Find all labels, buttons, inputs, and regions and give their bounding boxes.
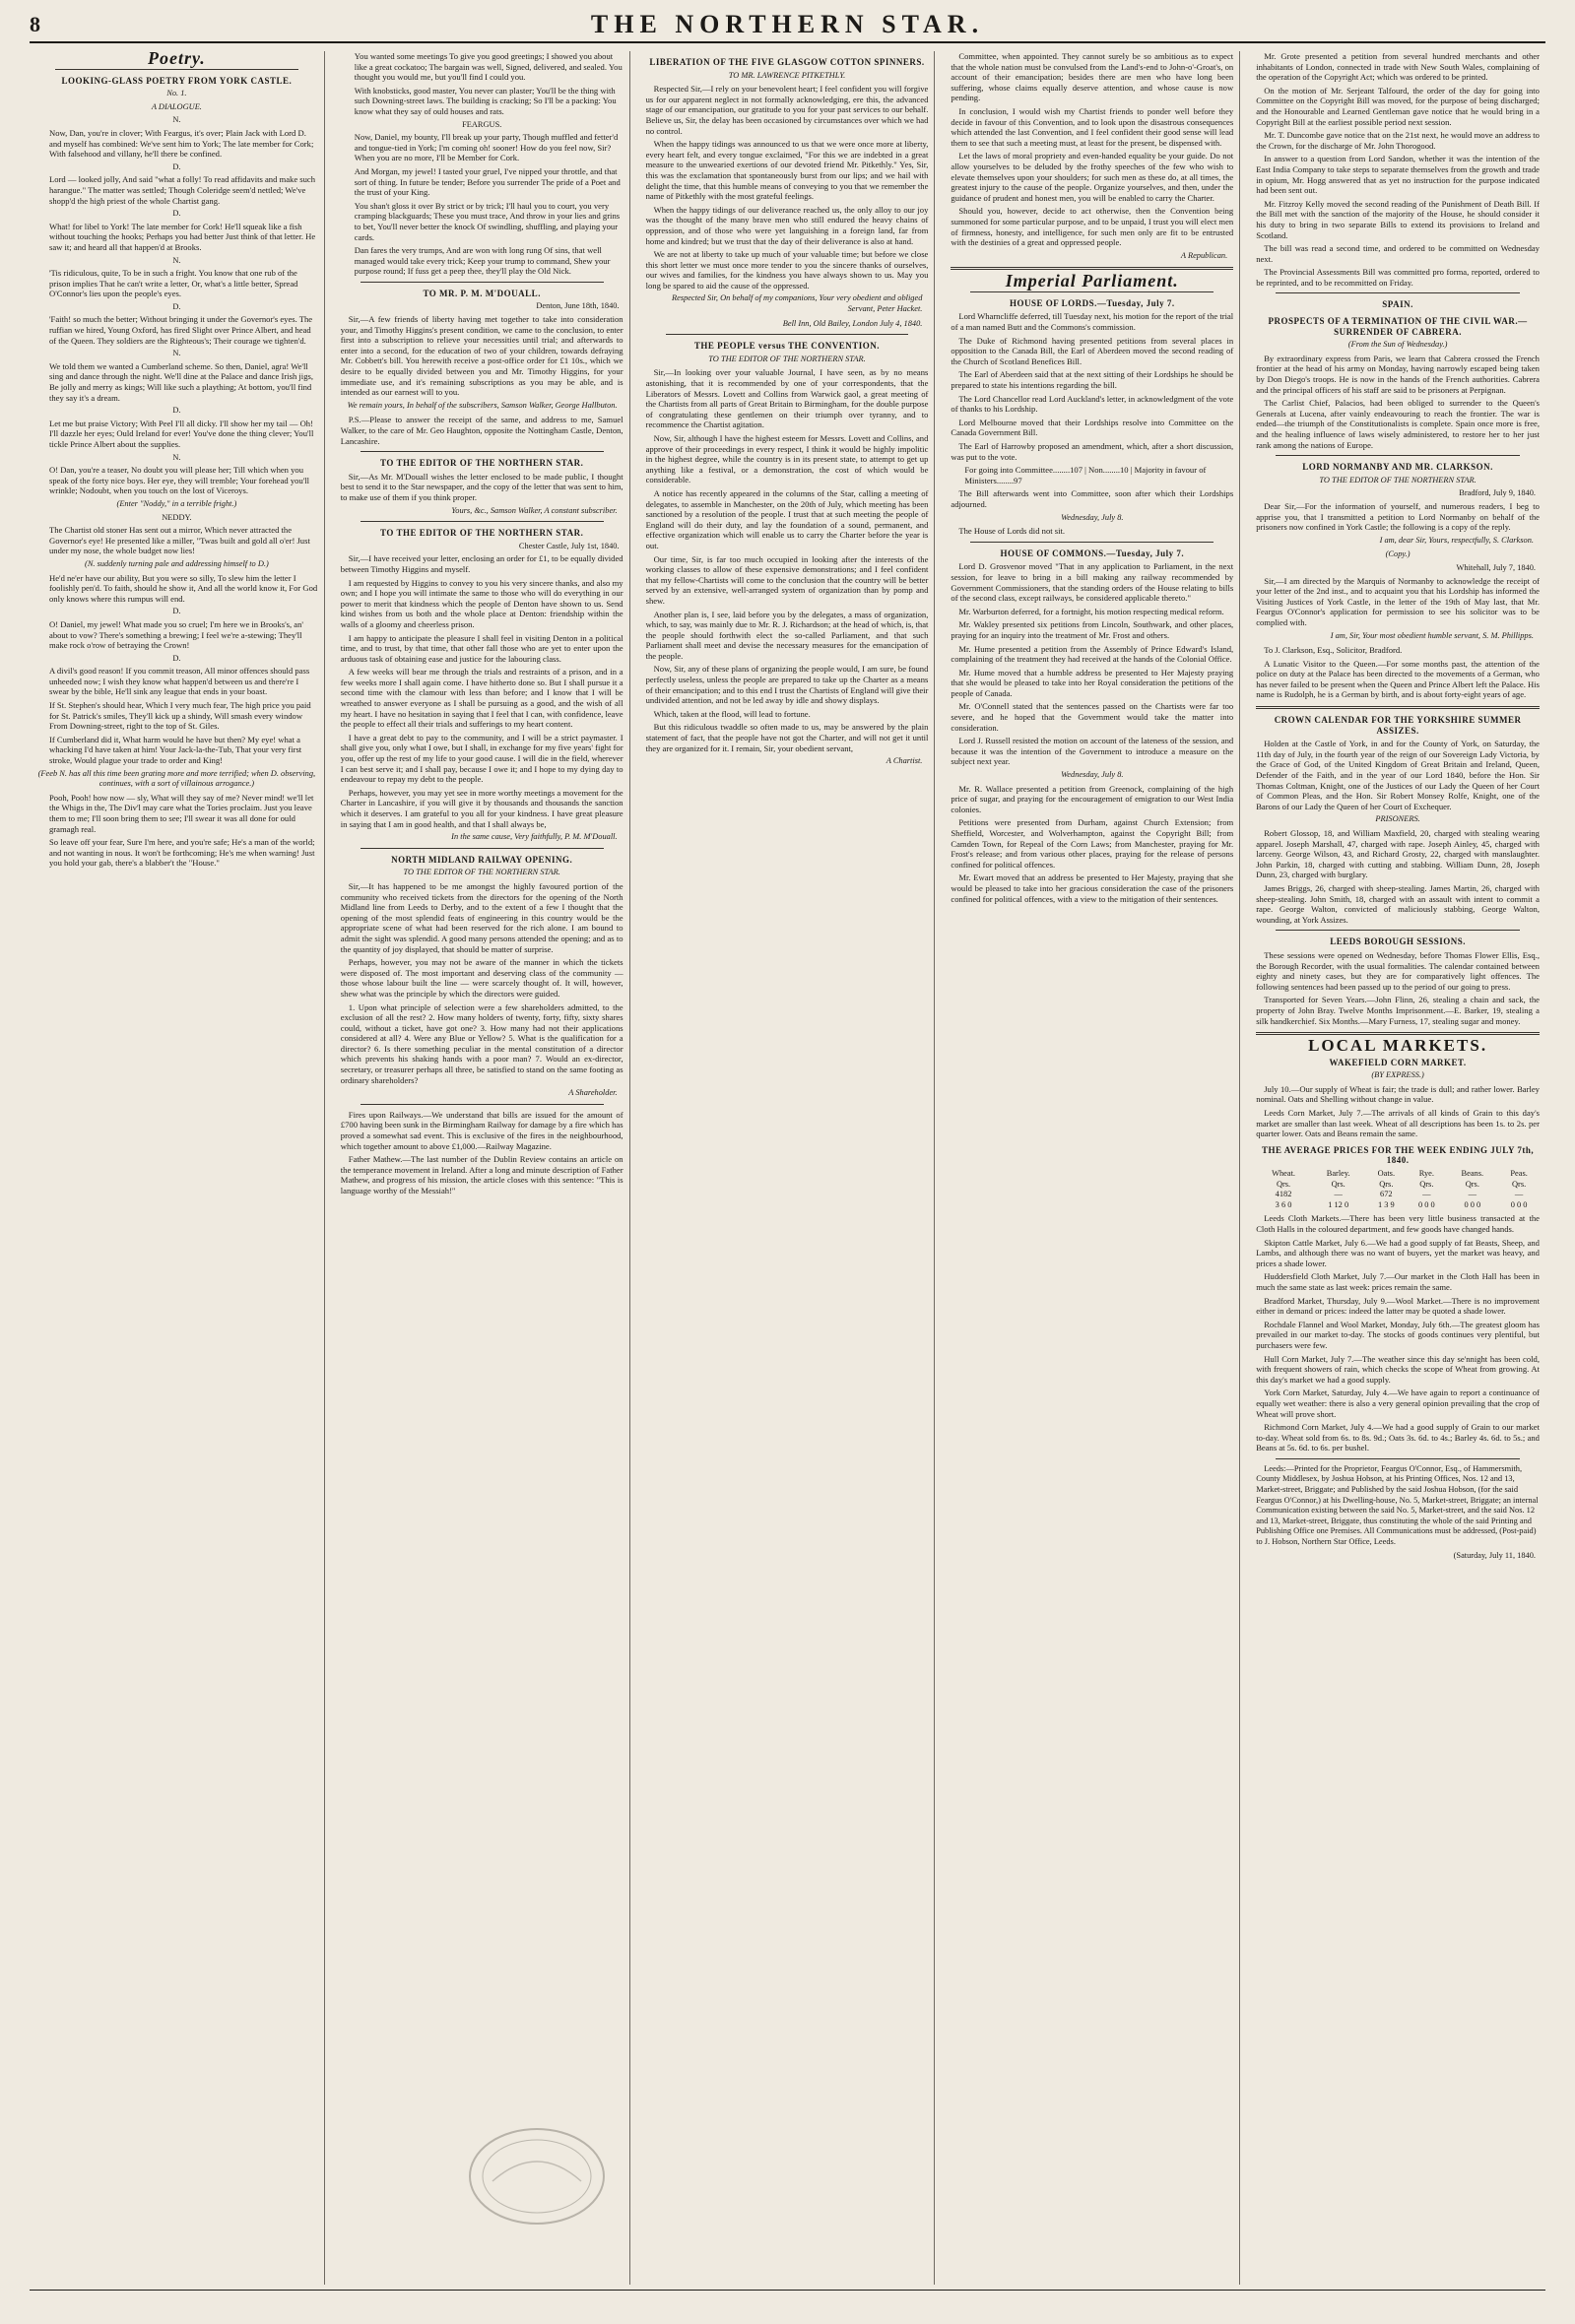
paragraph: Now, Sir, although I have the highest esteem for Messrs. Lovett and Collins, and approve of their proceedings in every respect, I think it would be highly impolitic in the highest degree, while the country is in its present state, to attempt to get up anything like a festival, or a demonstration, the cost of which would be considerable.	[645, 433, 929, 485]
verse: You shan't gloss it over By strict or by trick; I'll haul you to court, you very cramping blackguards; These you must trace, And throw in your lies and grins to bet, You'll never better the knock Of swindling, shuffling, and playing your cards.	[354, 200, 621, 242]
prisoners-heading: PRISONERS.	[1375, 814, 1420, 824]
paragraph: Perhaps, however, you may not be aware of the manner in which the tickets were disposed of. The most important and deserving class of the community — those whose labour built the line — were scarcely thought of. It will, however, shew what was the principle by which the directors were guided.	[340, 957, 623, 999]
footer-rule	[30, 2290, 1545, 2291]
table-header: Rye.	[1418, 1169, 1434, 1179]
paragraph: Mr. Wakley presented six petitions from Lincoln, Southwark, and other places, praying for an inquiry into the treatment of Mr. Frost and others.	[951, 619, 1234, 640]
verse: Let me but praise Victory; With Peel I'll all dicky. I'll show her my tail — Oh! I'll dazzle her eyes; Ould Ireland for ever! You've done the thing clever; You'll tickle Prince Albert about the supplies.	[49, 418, 314, 449]
masthead-title: THE NORTHERN STAR.	[590, 10, 985, 38]
signature: Yours, &c., Samson Walker, A constant subscriber.	[451, 505, 618, 515]
table-row	[1256, 1180, 1540, 1191]
divider	[55, 69, 298, 70]
signature: Respected Sir, On behalf of my companions, Your very obedient and obliged Servant, Peter Hacket.	[672, 293, 923, 314]
paragraph: But this ridiculous twaddle so often made to us, may be answered by the plain statement of fact, that the people have not got the Charter, and will not get it until they are organized for it. I remain, Sir, your obedient servant,	[645, 722, 929, 753]
paragraph: Mr. Hume presented a petition from the Assembly of Prince Edward's Island, complaining of the treatment they had received at the hands of the Colonial Office.	[951, 643, 1234, 665]
paragraph: A few weeks will bear me through the trials and restraints of a prison, and in a few weeks more I shall again come. I have hitherto done so. But I shall pursue it a second time with the clamour with less than before; and I know that I will be wreathed to answer everyone as I shall be pursuing as a good, and the wish of all my heart. I have no hesitation in saying that I feel that I can, with confidence, leave the people to effect all their trials and sufferings to my heart content.	[340, 667, 623, 730]
table-cell: —	[1514, 1190, 1524, 1199]
date-subheading: Wednesday, July 8.	[1061, 512, 1124, 522]
paragraph: I am happy to anticipate the pleasure I shall feel in visiting Denton in a political time, and to trust, by that time, that other fall those who are yet to enter upon the arduous task of obtaining ease and justice for the labouring class.	[340, 632, 623, 664]
divider	[361, 1104, 604, 1105]
stage-direction: (N. suddenly turning pale and addressing himself to D.)	[85, 558, 269, 568]
article-heading: HOUSE OF COMMONS.—Tuesday, July 7.	[1000, 548, 1185, 558]
table-cell: Qrs.	[1331, 1179, 1345, 1189]
table-cell: —	[1334, 1190, 1343, 1199]
imprint-date: (Saturday, July 11, 1840.	[1453, 1550, 1536, 1560]
divider	[361, 282, 604, 283]
paragraph: Mr. Warburton deferred, for a fortnight, his motion respecting medical reform.	[958, 606, 1224, 616]
article-heading: SPAIN.	[1382, 299, 1413, 310]
paragraph: Sir,—I have received your letter, enclosing an order for £1, to be equally divided between Timothy Higgins and myself.	[340, 553, 623, 574]
paragraph: The bill was read a second time, and ordered to be committed on Wednesday next.	[1256, 243, 1540, 264]
paragraph: July 10.—Our supply of Wheat is fair; the trade is dull; and rather lower. Barley nominal. Oats and Shelling without change in value.	[1256, 1083, 1540, 1105]
table-cell: Qrs.	[1419, 1179, 1434, 1189]
dateline: Chester Castle, July 1st, 1840.	[518, 541, 620, 550]
copy-label: (Copy.)	[1385, 549, 1411, 559]
paragraph: Rochdale Flannel and Wool Market, Monday, July 6th.—The greatest gloom has prevailed in our market to-day. The stocks of goods continues very plentiful, but purchasers were few.	[1256, 1319, 1540, 1350]
verse: Lord — looked jolly, And said "what a folly! To read affidavits and make such harangue." The matter was settled; Though Coleridge seem'd nettled; We've shopp'd the high priest of the whole Chartist gang.	[49, 174, 316, 206]
paragraph: Richmond Corn Market, July 4.—We had a good supply of Grain to our market to-day. Wheat sold from 6s. to 8s. 9d.; Oats 3s. 6d. to 4s.; Barley 4s. 6d. to 5s.; and Beans at 5s. 6d. to 6s. per bushel.	[1256, 1422, 1540, 1453]
poem-title: LOOKING-GLASS POETRY FROM YORK CASTLE.	[61, 75, 293, 86]
paragraph: Now, Sir, any of these plans of organizing the people would, I am sure, be found perfectly useless, unless the people are prepared to take up the Charter as a means of their emancipation; and to this end I trust the Chartists of England will give their undivided attention, and not be led away by idle and showy displays.	[645, 664, 929, 706]
verse: Now, Daniel, my bounty, I'll break up your party, Though muffled and fetter'd and tongue-tied in York; I'm coming oh! sooner! How do you feel now, Sir? When you are no more, I'll be Member for Cork.	[354, 132, 619, 163]
article-subheading: TO MR. LAWRENCE PITKETHLY.	[728, 70, 846, 80]
table-cell: Qrs.	[1276, 1179, 1291, 1189]
paragraph: The Provincial Assessments Bill was committed pro forma, reported, ordered to be reprinted, and to be recommitted on Friday.	[1256, 267, 1540, 288]
paragraph: Committee, when appointed. They cannot surely be so ambitious as to expect that the whole nation must be convulsed from the Land's-end to John-o'-Groat's, on account of their emancipation; besides there are men who have long been suffering, whose claims equally deserve attention, and whose cause is now pending.	[951, 51, 1234, 103]
divider	[361, 451, 604, 452]
page-header	[30, 8, 1545, 43]
paragraph: I am requested by Higgins to convey to you his very sincere thanks, and also my own; and I hope you will intimate the same to those who will do everything in our power to merit that kindness which the people of Denton have shown to us. Send kind wishes from us both and the whole place at Denton: friendship within the walls of a gloomy and cheerless prison.	[340, 577, 623, 629]
paragraph: The Lord Chancellor read Lord Auckland's letter, in acknowledgment of the vote of thanks to his Lordship.	[951, 393, 1234, 415]
paragraph: Lord Melbourne moved that their Lordships resolve into Committee on the Canada Government Bill.	[951, 417, 1234, 438]
article-heading: LIBERATION OF THE FIVE GLASGOW COTTON SPINNERS.	[649, 57, 925, 67]
verse: We told them we wanted a Cumberland scheme. So then, Daniel, agra! We'll sing and dance through the night. We'll dine at the Palace and dance Irish jigs, Be jolly and merry as kings; Will like such a plaything; At bottom, you'll find they say it's a dream.	[49, 360, 313, 403]
table-cell: 4182	[1275, 1190, 1292, 1199]
paragraph: Robert Glossop, 18, and William Maxfield, 20, charged with stealing wearing apparel. Joseph Marshall, 47, charged with rape. Joseph Ainley, 45, charged with larceny. George Wilson, 43, and Richard Grosty, 22, charged with manslaughter. John Parkin, 18, charged with cutting and stabbing. William Dunn, 28, Joseph Dunn, 23, charged with burglary.	[1256, 828, 1540, 880]
paragraph: Sir,—In looking over your valuable Journal, I have seen, as by no means astonishing, that it is recommended by one of your correspondents, that the Liberators of Messrs. Lovett and Collins from Warwick gaol, a great meeting of the Chartists from all parts of Great Britain to Birmingham, for the double purpose of congratulating these gentlemen on their triumph over tyranny, and to recommence the Chartist agitation.	[645, 367, 929, 430]
paragraph: Mr. Ewart moved that an address be presented to Her Majesty, praying that she would be pleased to take into her gracious consideration the case of the prisoners confined for political offences, with a view to the mitigation of their sentences.	[951, 872, 1234, 904]
table-cell: 0 0 0	[1417, 1199, 1435, 1209]
verse: With knobsticks, good master, You never can plaster; You'll be the thing with such Downing-street laws. The building is cracking; So I'll be a packing: You know what they say of ould houses and rats.	[354, 85, 617, 116]
verse: 'Tis ridiculous, quite, To be in such a fright. You know that one rub of the prison implies That he can't write a letter, Or, what's a little better, Spread O'Connor's lies upon the people's eyes.	[49, 268, 298, 299]
paragraph: In answer to a question from Lord Sandon, whether it was the intention of the East India Company to take steps to separate themselves from the growth and trade in opium, Mr. Hogg answered that as yet no instruction for the purpose indicated had been sent out.	[1256, 154, 1540, 196]
verse: A divil's good reason! If you commit treason, All minor offences should pass unheeded now; I wish they know what happen'd between us and there're I swear by the bible, He'll sink any league that ends in your boast.	[49, 666, 310, 697]
paragraph: Sir,—As Mr. M'Douall wishes the letter enclosed to be made public, I thought best to send it to the Star newspaper, and the copy of the letter that was sent to him, to make use of them if you think proper.	[340, 471, 623, 502]
average-prices-heading: THE AVERAGE PRICES FOR THE WEEK ENDING JULY 7th, 1840.	[1262, 1144, 1535, 1166]
paragraph: Leeds Cloth Markets.—There has been very little business transacted at the Cloth Halls in the coloured department, and few goods have changed hands.	[1256, 1213, 1540, 1234]
paragraph: When the happy tidings was announced to us that we were once more at liberty, every heart felt, and every tongue exclaimed, "For this we are indebted in a great measure to the unwearied exertions of our devoted friend Mr. Pitkethly." Yes, Sir, this was the exclamation that spontaneously burst from our lips; and we hail with delight the time, that this humble means of conveying to you that we remember the name of Pitkethly with the most grateful feelings.	[645, 139, 929, 202]
verse: You wanted some meetings To give you good greetings; I showed you about like a great cockatoo; The bargain was well, Signed, delivered, and sealed. You thought you would me, but you'll find I could you.	[354, 51, 623, 83]
paragraph: The Duke of Richmond having presented petitions from several places in opposition to the Canada Bill, the Earl of Aberdeen moved the second reading of the Church of Scotland Benefices Bill.	[951, 335, 1234, 366]
paragraph: Father Mathew.—The last number of the Dublin Review contains an article on the temperance movement in Ireland. After a long and minute description of Father Mathew, and progress of his mission, the article closes with this sentence: "This is language worthy of the Messiah!"	[340, 1154, 623, 1195]
paragraph: Holden at the Castle of York, in and for the County of York, on Saturday, the 11th day of July, in the fourth year of the reign of our Sovereign Lady Victoria, by the Grace of God, of the United Kingdom of Great Britain and Ireland, Queen, Defender of the Faith, and in the year of our Lord 1840, before the Hon. Sir Thomas Coltman, Knight, one of the Justices of our Lady the Queen of her Court of Common Pleas, and the Hon. Sir Robert Monsey Rolfe, Knight, one of the Barons of our Lady the Queen of her Court of Exchequer.	[1256, 739, 1540, 811]
paragraph: The Earl of Harrowby proposed an amendment, which, after a short discussion, was put to the vote.	[951, 441, 1234, 462]
paragraph: Let the laws of moral propriety and even-handed equality be your guide. Do not allow yourselves to be deluded by the frothy speeches of the few who wish to elevate themselves upon your shoulders; for such men as these do, at all times, the greatest injury to the cause of the people. Organize yourselves, and then, under the guidance of prudent and honest men, you will be enabled to carry the Charter.	[951, 151, 1234, 203]
table-header: Barley.	[1326, 1169, 1350, 1179]
verse: Pooh, Pooh! how now — sly, What will they say of me? Never mind! we'll let the Whigs in the, The Div'l may care what the Tories proclaim. Just you leave them to me; I'll soon bring them to see; I'll swear it was all done for ould gramagh real.	[49, 792, 314, 834]
paragraph: Mr. Fitzroy Kelly moved the second reading of the Punishment of Death Bill. If the Bill met with the sanction of the majority of the House, he should consider it his duty to bring in two separate Bills to extend its provisions to Ireland and Scotland.	[1256, 198, 1540, 240]
table-cell: 672	[1380, 1190, 1393, 1199]
verse: If Cumberland did it, What harm would he have but then? My eye! what a whacking I'd have taken at him! Your Jack-la-the-Tub, That your very first stroke, Would plague your trade to order and King!	[49, 734, 302, 766]
article-subheading: (BY EXPRESS.)	[1371, 1070, 1424, 1080]
article-heading: LEEDS BOROUGH SESSIONS.	[1330, 936, 1466, 947]
divider	[1276, 1458, 1520, 1459]
paragraph: P.S.—Please to answer the receipt of the same, and address to me, Samuel Walker, to the care of Mr. Geo Haughton, opposite the Nottingham Castle, Denton, Lancashire.	[340, 415, 623, 446]
signature: A Shareholder.	[568, 1088, 618, 1098]
paragraph: Skipton Cattle Market, July 6.—We had a good supply of fat Beasts, Sheep, and Lambs, and although there was no want of buyers, yet the market was heavy, and prices a shade lower.	[1256, 1237, 1540, 1268]
divider	[361, 848, 604, 849]
paragraph: Our time, Sir, is far too much occupied in looking after the interests of the working classes to allow of these expensive demonstrations; and I feel confident that my fellow-Chartists will come to the conclusion that the country will be better served by an extensive, well-arranged system of organization than by pomp and shew.	[645, 553, 929, 606]
speaker: N.	[172, 255, 181, 265]
column-5	[1250, 51, 1545, 2285]
verse: 'Faith! so much the better; Without bringing it under the Governor's eyes. The ruffian we hired, Young Oxford, has fired Slight over Prince Albert, and head of the Queen. They soldiers are the Righteous's; Their courage we tighten'd.	[49, 314, 313, 346]
divider	[1276, 455, 1520, 456]
divider	[1276, 930, 1520, 931]
table-cell: 1 3 9	[1377, 1199, 1395, 1209]
paragraph: Mr. Grote presented a petition from several hundred merchants and other inhabitants of London, connected in trade with New South Wales, complaining of the operation of the Copyright Act; which was ordered to be printed.	[1256, 51, 1540, 83]
paragraph: Petitions were presented from Durham, against Church Extension; from Sheffield, Worcester, and Wolverhampton, against the Copyright Bill; from Camden Town, for Repeal of the Corn Laws; from Manchester, praying for Mr. Frost's release; and from various other places, praying for the release of persons confined for political offences.	[951, 817, 1234, 870]
paragraph: To J. Clarkson, Esq., Solicitor, Bradford.	[1264, 645, 1403, 656]
article-subheading: TO THE EDITOR OF THE NORTHERN STAR.	[1319, 475, 1477, 484]
paragraph: Huddersfield Cloth Market, July 7.—Our market in the Cloth Hall has been in much the same state as last week: prices remain the same.	[1256, 1271, 1540, 1292]
speaker: D.	[172, 653, 181, 663]
stage-direction: (Enter "Noddy," in a terrible fright.)	[116, 498, 237, 508]
paragraph: The Carlist Chief, Palacios, had been obliged to surrender to the Queen's Generals at Lucena, after vainly endeavouring to reach the frontier. The war is ended—the triumph of the Constitutionalists is complete. Spain once more is free, and the healing influence of laws wisely administered, to restore her to her just rank among the nations of Europe.	[1256, 398, 1540, 450]
paragraph: Dear Sir,—For the information of yourself, and numerous readers, I beg to apprise you, that I transmitted a petition to Lord Normanby on behalf of the prisoners now confined in York Castle; the following is a copy of the reply.	[1256, 500, 1540, 533]
division-list: For going into Committee........107 | Non........10 | Majority in favour of Ministers........97	[964, 465, 1207, 485]
paragraph: In conclusion, I would wish my Chartist friends to ponder well before they decide in favour of this Convention, and to look upon the disastrous consequences which attended the last Convention, and I feel confident their good sense will lead them to see that such a meeting must, at least for the present, be dispensed with.	[951, 105, 1234, 148]
speaker: FEARGUS.	[462, 119, 502, 129]
paragraph: Bradford Market, Thursday, July 9.—Wool Market.—There is no improvement either in demand or prices: indeed the latter may be quoted a shade lower.	[1256, 1295, 1540, 1317]
table-header: Beans.	[1461, 1169, 1484, 1179]
table-row	[1256, 1169, 1540, 1180]
verse: O! Dan, you're a teaser, No doubt you will please her; Till which when you speak of the forty nice boys. Her eye, they will tremble; Your forehead you'll wrinkle; Nodoubt, when you touch on the lost of Viceroys.	[49, 465, 310, 496]
paragraph: I have a great debt to pay to the community, and I will be a strict paymaster. I shall give you, only what I owe, but I shall, in exchange for my five years' fight for you, offer up the rest of my life to your good cause. I will die in the field, wherever I can best serve it; and I shall pay, because I owe it; and I hope to my dying day to endeavour to repay my debt to the people.	[340, 732, 623, 785]
table-cell: Qrs.	[1511, 1179, 1527, 1189]
verse: If St. Stephen's should hear, Which I very much fear, The high price you paid for St. Patrick's smiles, They'll kick up a shindy, Will smash every window From Downing-street, right to the top of St. Giles.	[49, 700, 311, 732]
table-cell: 0 0 0	[1510, 1199, 1528, 1209]
table-header: Oats.	[1377, 1169, 1396, 1179]
printer-imprint: Leeds:—Printed for the Proprietor, Feargus O'Connor, Esq., of Hammersmith, County Middlesex, by Joshua Hobson, at his Printing Offices, Nos. 12 and 13, Market-street, Briggate; and Published by the said Joshua Hobson, (for the said Feargus O'Connor,) at his Dwelling-house, No. 5, Market-street, Briggate; an internal Communication existing between the said No. 5, Market-street, and the said Nos. 12 and 13, Market-street, Briggate, thus constituting the whole of the said Printing and Publishing Office one Premises. All Communications must be addressed, (Post-paid) to J. Hobson, Northern Star Office, Leeds.	[1256, 1463, 1539, 1547]
article-heading: THE PEOPLE versus THE CONVENTION.	[693, 341, 881, 352]
dateline: Bradford, July 9, 1840.	[1459, 488, 1536, 498]
verse: O! Daniel, my jewel! What made you so cruel; I'm here we in Brooks's, an' about to vow? There's something a brewing; I feel we're a-stewing; They'll make rock o'row of betraying the Crown!	[49, 618, 303, 651]
speaker: N.	[172, 115, 181, 125]
divider	[970, 291, 1214, 292]
paragraph: Sir,—I am directed by the Marquis of Normanby to acknowledge the receipt of your letter of the 2nd inst., and to acquaint you that his Lordship has informed the Visiting Justices of York Castle, in the letter of the 19th of May last, that Mr. Feargus O'Connor's application for permission to see his solicitor was to be complied with.	[1256, 575, 1540, 627]
paragraph: A Lunatic Visitor to the Queen.—For some months past, the attention of the police on duty at the Palace has been directed to the movements of a German, who has never failed to be present when the Queen and Prince Albert left the Palace. His name is Rudolph, he is a German by birth, and is about forty-eight years of age.	[1256, 658, 1540, 700]
signature: A Republican.	[1180, 250, 1228, 260]
table-cell: —	[1422, 1190, 1431, 1199]
speaker: D.	[172, 301, 181, 311]
dateline: Denton, June 18th, 1840.	[536, 301, 620, 311]
paragraph: Lord D. Grosvenor moved "That in any application to Parliament, in the next session, for leave to bring in a bill making any railway recommended by Government Commissioners, that the standing orders of the House relating to bills of the second class, except railways, be considered applicable thereto."	[951, 561, 1234, 604]
paragraph: Leeds Corn Market, July 7.—The arrivals of all kinds of Grain to this day's market are smaller than last week. Wheat of all descriptions has been 1s. to 2s. per quarter lower. Oats and Beans remain the same.	[1256, 1108, 1540, 1139]
signature-place: Bell Inn, Old Bailey, London July 4, 1840.	[782, 318, 923, 328]
paragraph: Sir,—It has happened to be me amongst the highly favoured portion of the community who received tickets from the directors for the opening of the North Midland line from Leeds to Derby, and to the extent of a few I thought that the opening of the most splendid feats of engineering in this country would be the appropriate scene of what had been reserved for the rich alone. I am bound to admit the sight was splendid. A good many persons attended the opening; and as to the quantity of joy displayed, that should be matter of surprise.	[340, 880, 623, 954]
speaker: NEDDY.	[162, 512, 192, 522]
table-cell: Qrs.	[1379, 1179, 1394, 1189]
signature: A Chartist.	[886, 756, 923, 766]
column-1	[30, 51, 325, 2285]
date-subheading: Wednesday, July 8.	[1061, 770, 1124, 780]
paragraph: When the happy tidings of our deliverance reached us, the only alloy to our joy was the thought of the many brave men who still endured the heavy chains of oppression, and of those who were yet languishing in a foreign land, far from home and kindred; but we trust that the day of their deliverance is also at hand.	[645, 204, 929, 246]
letter-heading: TO THE EDITOR OF THE NORTHERN STAR.	[380, 528, 584, 539]
speaker: N.	[172, 452, 181, 462]
speaker: D.	[172, 607, 181, 616]
verse: Now, Dan, you're in clover; With Feargus, it's over; Plain Jack with Lord D. and myself has combined: We've sent him to York; The late member for Cork; With falsehood and villany, he'll there be confined.	[49, 127, 314, 160]
verse: The Chartist old stoner Has sent out a mirror, Which never attracted the Governor's eye! He presented like a miller, "Twas built and gold all o'er! Just under my nose, the whole budget now lies!	[49, 525, 310, 556]
dateline: Whitehall, July 7, 1840.	[1456, 562, 1536, 572]
table-cell: 1 12 0	[1328, 1199, 1349, 1209]
table-cell: Qrs.	[1465, 1179, 1479, 1189]
signature: We remain yours, In behalf of the subscribers, Samson Walker, George Hallbuton.	[347, 400, 618, 410]
table-header: Peas.	[1510, 1169, 1528, 1179]
article-heading: WAKEFIELD CORN MARKET.	[1329, 1057, 1467, 1067]
verse: Dan fares the very trumps, And are won with long rung Of sins, that well managed would take every trick; Keep your trump to command, Shew your purpose round; If fuss get a peep thee, they'll play the Old Nick.	[354, 245, 611, 277]
divider	[970, 542, 1214, 543]
paragraph: The House of Lords did not sit.	[958, 526, 1066, 537]
article-heading: PROSPECTS OF A TERMINATION OF THE CIVIL WAR.—SURRENDER OF CABRERA.	[1268, 316, 1528, 337]
speaker: D.	[172, 161, 181, 171]
divider	[666, 334, 909, 335]
column-3	[640, 51, 936, 2285]
table-row	[1256, 1200, 1540, 1211]
speaker: D.	[172, 209, 181, 219]
paragraph: Transported for Seven Years.—John Flinn, 26, stealing a chain and sack, the property of John Bray. Twelve Months Imprisonment.—E. Barker, 19, stealing a silk handkerchief. Six Months.—Mary Furness, 17, stealing sugar and money.	[1256, 995, 1540, 1026]
paragraph: Which, taken at the flood, will lead to fortune.	[653, 708, 811, 719]
paragraph: Fires upon Railways.—We understand that bills are issued for the amount of £700 having been sunk in the Birmingham Railway for damage by a fire which has proved a somewhat sad event. This is exclusive of the fires in the neighbourhood, which together amount to above £1,000.—Railway Magazine.	[340, 1109, 623, 1151]
divider	[1256, 1032, 1540, 1035]
paragraph: Mr. O'Connell stated that the sentences passed on the Chartists were far too severe, and he hoped that the Government would take the matter into consideration.	[951, 701, 1234, 733]
table-cell: 3 6 0	[1275, 1199, 1292, 1209]
paragraph: The Bill afterwards went into Committee, soon after which their Lordships adjourned.	[951, 488, 1234, 509]
paragraph: A notice has recently appeared in the columns of the Star, calling a meeting of delegates, to assemble in Manchester, on the 20th of July, which meeting has been sanctioned by a resolution of the people. I trust that at such meeting the people of England will do their duty, and lay the foundation of a sound, permanent, and effective organization which will enable us to carry the Charter before the year is out.	[645, 487, 929, 550]
article-subheading: TO THE EDITOR OF THE NORTHERN STAR.	[403, 868, 560, 877]
paragraph: Lord Wharncliffe deferred, till Tuesday next, his motion for the report of the trial of a man named Butt and the Commons's commission.	[951, 311, 1234, 333]
verse: So leave off your fear, Sure I'm here, and you're safe; He's a man of the world; and not wanting in nous. It won't be forthcoming; He's me when warning! Just you hold your gab, there's a blabber't the "House."	[49, 837, 315, 869]
column-4	[945, 51, 1240, 2285]
paragraph: On the motion of Mr. Serjeant Talfourd, the order of the day for going into Committee on the Copyright Bill was moved, for the purpose of being discharged; and the Honourable and Learned Gentleman gave notice that he would bring in a Copyright Bill at the earliest possible period next session.	[1256, 85, 1540, 127]
verse: What! for libel to York! The late member for Cork! He'll squeak like a fish without touching the hooks; Perhaps you had better Just think of that letter. He saw it; and heard all that happen'd at Brooks.	[49, 221, 316, 252]
paragraph: These sessions were opened on Wednesday, before Thomas Flower Ellis, Esq., the Borough Recorder, with the usual formalities. The calendar contained between eighty and ninety cases, but they are for comparatively light offences. The following sentences had been passed up to the period of our going to press.	[1256, 949, 1540, 992]
article-heading: HOUSE OF LORDS.—Tuesday, July 7.	[1009, 297, 1175, 308]
local-markets-heading: LOCAL MARKETS.	[1308, 1036, 1488, 1056]
signature: In the same cause, Very faithfully, P. M. M'Douall.	[451, 832, 618, 842]
letter-heading: TO THE EDITOR OF THE NORTHERN STAR.	[380, 458, 584, 469]
verse: He'd ne'er have our ability, But you were so silly, To slew him the letter I foolishly pen'd. To faith, should he show it, And all the world know it, For God only knows where this rumpus will end.	[49, 572, 318, 604]
divider	[1276, 292, 1520, 293]
paragraph: Sir,—A few friends of liberty having met together to take into consideration your, and Timothy Higgins's present condition, we came to the conclusion, to enter first into a subscription to relieve your necessities until trial; and afterwards to enter into a second, for the education of two of your children, towards defraying Mr. Cobbett's bill. You herewith receive a post-office order for £1 10s., which we desire to be equally divided between you and Mr. Timothy Higgins, for your immediate use, and it's remaining subscriptions as you may be able, and is intended as our earnest will to you.	[340, 314, 623, 398]
poem-subtitle: A DIALOGUE.	[151, 101, 202, 111]
poem-number: No. 1.	[166, 89, 187, 98]
table-row	[1256, 1190, 1540, 1200]
paragraph: Hull Corn Market, July 7.—The weather since this day se'nnight has been cold, with frequent showers of rain, which checks the scope of Wheat from growing. At this day's market we had a good supply.	[1256, 1353, 1540, 1385]
paragraph: James Briggs, 26, charged with sheep-stealing. James Martin, 26, charged with sheep-stealing. John Smith, 18, charged with an assault with intent to commit a rape. George Walton, convicted of maliciously stabbing, George Walton, wounding, at York Assizes.	[1256, 882, 1540, 925]
article-subheading: TO THE EDITOR OF THE NORTHERN STAR.	[708, 354, 866, 363]
paragraph: 1. Upon what principle of selection were a few shareholders admitted, to the exclusion of all the rest? 2. How many holders of twenty, forty, fifty, sixty shares could, without a ticket, have got one? 3. How many had not their applications considered at all? 4. Were any Blue or Yellow? 5. What is the qualification for a director? 6. Is there something peculiar in the mental constitution of a director which prevents his shaking hands with a poor man? 7. Would an ex-director, secretary, or treasurer perhaps all three, be satisfied to stand on the same footing as ordinary shareholders?	[340, 1001, 623, 1085]
article-heading: NORTH MIDLAND RAILWAY OPENING.	[391, 854, 573, 865]
section-heading-parliament: Imperial Parliament.	[1005, 271, 1179, 291]
paragraph: Mr. T. Duncombe gave notice that on the 21st next, he would move an address to the Crown, for the discharge of Mr. John Thorogood.	[1256, 130, 1540, 151]
divider	[951, 267, 1233, 270]
signature: I am, Sir, Your most obedient humble servant, S. M. Phillipps.	[1330, 630, 1534, 640]
average-prices-table	[1256, 1169, 1540, 1210]
paragraph: Perhaps, however, you may yet see in more worthy meetings a movement for the Charter in Lancashire, if you will give it by thousands and thousands the sanction which it deserves. I am grateful to you all for your kindness. I have great pleasure in saying that I am in good health, and that I shall always be,	[340, 787, 623, 829]
paragraph: Another plan is, I see, laid before you by the delegates, a mass of organization, which, to say, was mainly due to Mr. R. J. Richardson; at the head of which, is, that the people should forthwith elect the so-called Parliament, and that such Parliament shall meet and devise the necessary measures for the emancipation of the people.	[645, 609, 929, 661]
divider	[361, 521, 604, 522]
article-heading: CROWN CALENDAR FOR THE YORKSHIRE SUMMER ASSIZES.	[1274, 715, 1522, 736]
paragraph: Respected Sir,—I rely on your benevolent heart; I feel confident you will forgive us for our apparent neglect in not formally acknowledging, ere this, the advanced stage of our emancipation, our gratitude to you for your past services to our behalf. Believe us, Sir, the delay has been occasioned by circumstances over which we had no control.	[645, 84, 929, 136]
stage-direction: (Feeb N. has all this time been grating more and more terrified; when D. observing, continues, with a sort of villainous arrogance.)	[37, 768, 316, 789]
letter-heading: TO MR. P. M. M'DOUALL.	[423, 288, 541, 298]
paragraph: Should you, however, decide to act otherwise, then the Convention being summoned for some particular purpose, and to be unpaid, I trust you will elect men of firmness, honesty, and intelligence, for such men only are fit to be entrusted with the destinies of a great and oppressed people.	[951, 206, 1234, 248]
verse: And Morgan, my jewel! I tasted your gruel, I've nipped your throttle, and that sort of thing. In future be tender; Before you surrender The pride of a Poet and the trust of your King.	[354, 165, 621, 198]
paragraph: We are not at liberty to take up much of your valuable time; but before we close this short letter we must once more tender to you the sincere thanks of ourselves, our wives and families, for the kindness you have always shown to us. May you long be spared to aid the cause of the oppressed.	[645, 249, 929, 290]
speaker: D.	[172, 406, 181, 416]
paragraph: By extraordinary express from Paris, we learn that Cabrera crossed the French frontier at the head of his army on Monday, having narrowly escaped being taken by Don Diego's troops. He is now in the hands of the French authorities. Cabrera and the principal officers of his staff are said to be prisoners at Perpignan.	[1256, 353, 1540, 395]
column-2	[335, 51, 630, 2285]
divider	[1256, 706, 1540, 709]
table-cell: —	[1468, 1190, 1477, 1199]
section-heading-poetry: Poetry.	[147, 51, 206, 68]
table-header: Wheat.	[1272, 1169, 1296, 1179]
article-heading: LORD NORMANBY AND MR. CLARKSON.	[1302, 462, 1493, 473]
article-subheading: (From the Sun of Wednesday.)	[1347, 340, 1448, 350]
paragraph: Lord J. Russell resisted the motion on account of the lateness of the session, and because it was the intention of the Government to introduce a measure on the subject next year.	[951, 736, 1234, 767]
paragraph: York Corn Market, Saturday, July 4.—We have again to report a continuance of equally wet weather: there is also a very general opinion prevailing that the crop of Wheat will prove short.	[1256, 1388, 1540, 1419]
signature: I am, dear Sir, Yours, respectfully, S. Clarkson.	[1379, 535, 1534, 545]
columns	[30, 51, 1545, 2285]
paragraph: The Earl of Aberdeen said that at the next sitting of their Lordships he should be prepared to state his intentions regarding the bill.	[951, 369, 1234, 391]
speaker: N.	[172, 349, 181, 358]
paragraph: Mr. R. Wallace presented a petition from Greenock, complaining of the high price of sugar, and praying for the encouragement of emigration to our West India colonies.	[951, 783, 1234, 814]
paragraph: Mr. Hume moved that a humble address be presented to Her Majesty praying that she would be pleased to take into her Royal consideration the petitions of the people of Canada.	[951, 667, 1234, 698]
table-cell: 0 0 0	[1464, 1199, 1481, 1209]
page-number: 8	[30, 12, 40, 36]
